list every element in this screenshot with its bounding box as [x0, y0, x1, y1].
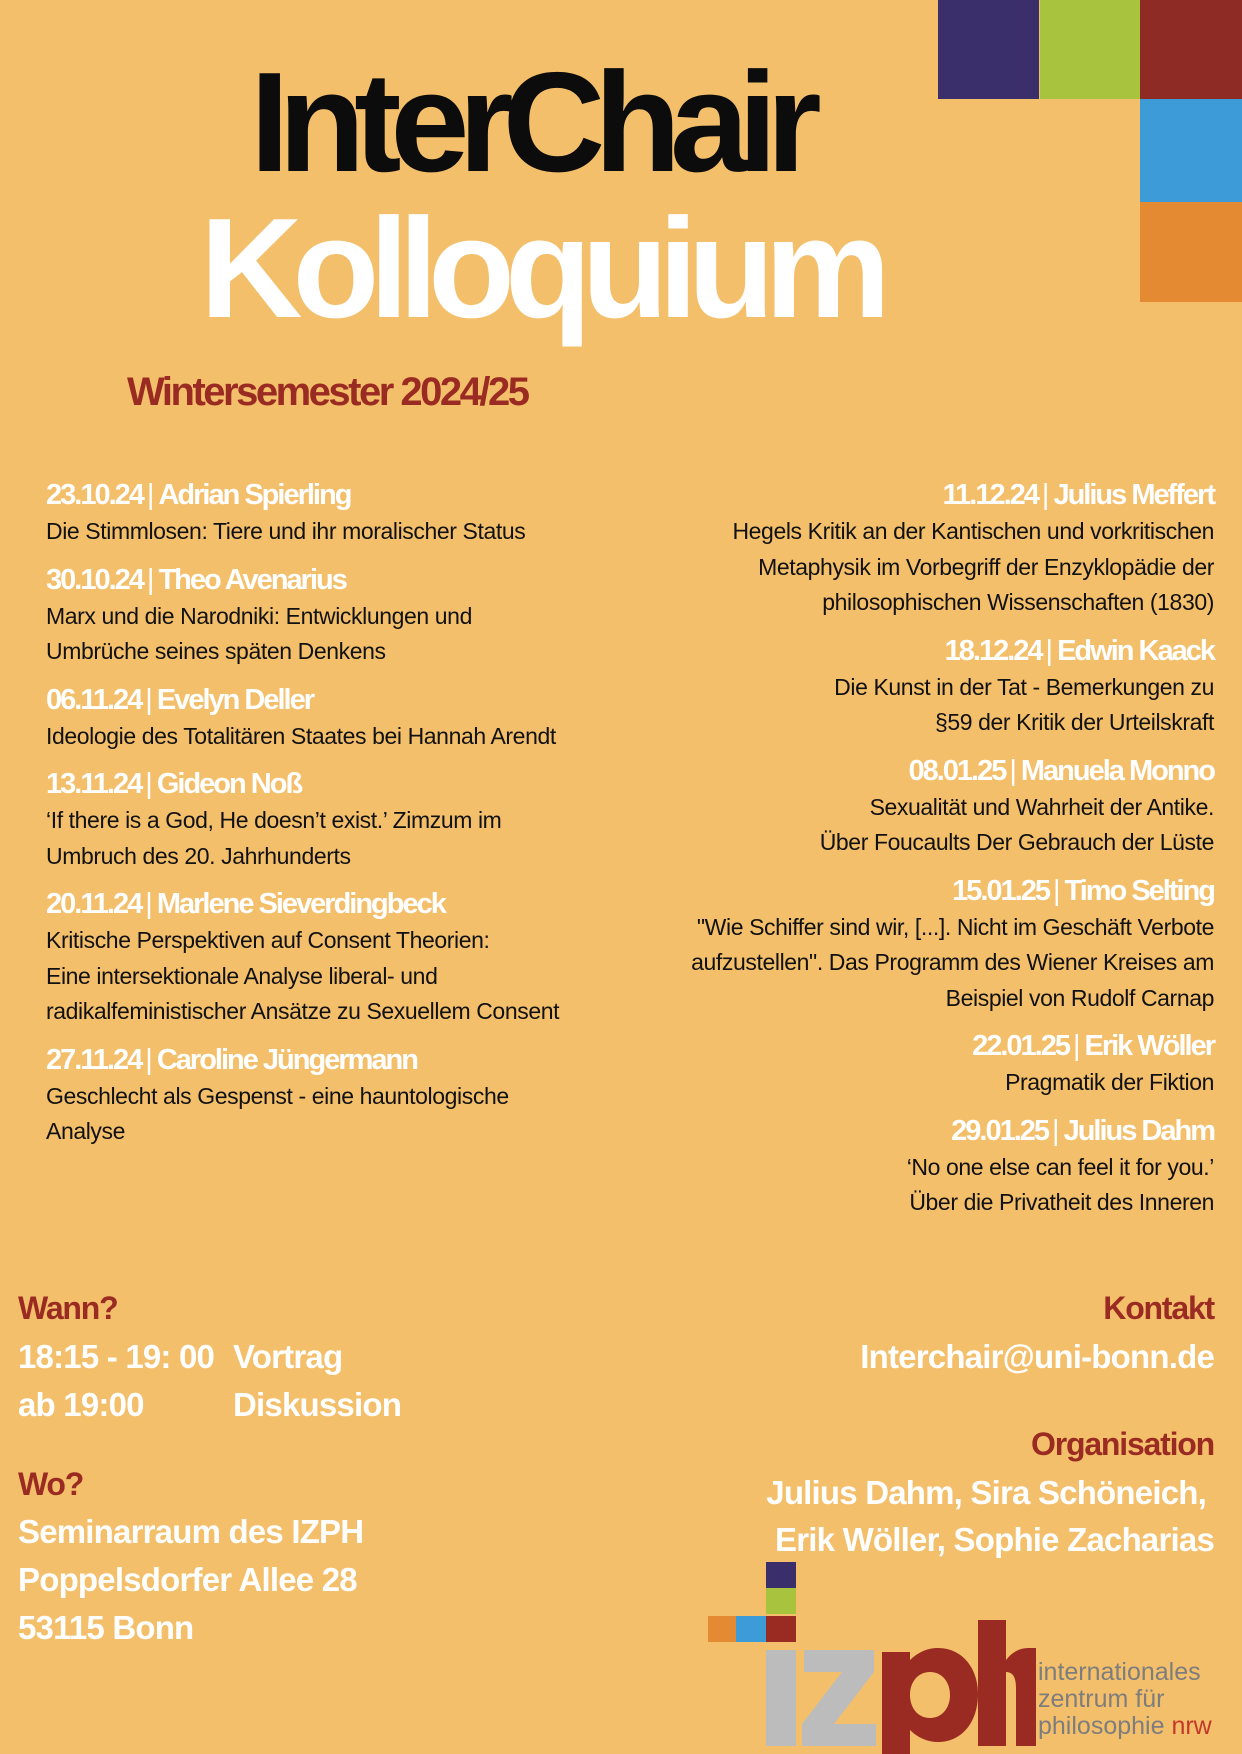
- separator: |: [1045, 634, 1054, 667]
- separator: |: [145, 768, 153, 800]
- separator: |: [145, 888, 153, 920]
- title-line1: InterChair: [250, 43, 811, 202]
- izph-logo: [706, 1560, 1242, 1754]
- location-city: 53115 Bonn: [18, 1609, 194, 1646]
- deco-square-red: [1140, 0, 1242, 99]
- talk-speaker: Erik Wöller: [1084, 1030, 1214, 1062]
- talk-header: [514, 1112, 1214, 1150]
- activity-lecture: Vortrag: [233, 1338, 343, 1375]
- deco-square-navy: [938, 0, 1039, 99]
- talk-title: ‘No one else can feel it for you.’ Über die Privatheit des Inneren: [906, 1153, 1214, 1215]
- deco-square-lime: [1040, 0, 1140, 99]
- talk-header: [514, 1027, 1214, 1065]
- separator: |: [1072, 1030, 1081, 1062]
- talk-title: Kritische Perspektiven auf Consent Theorien: Eine intersektionale Analyse liberal- und radikalfeministischer Ansätze zu Sexuellem Consent: [46, 927, 560, 1024]
- talk-item: [514, 752, 1214, 861]
- talk-title: "Wie Schiffer sind wir, [...]. Nicht im Geschäft Verbote aufzustellen". Das Programm des Wiener Kreises am Beispiel von Rudolf Carnap: [691, 913, 1214, 1011]
- talk-date: 20.11.24: [46, 888, 142, 920]
- location-room: Seminarraum des IZPH: [18, 1513, 364, 1550]
- talk-header: [514, 872, 1214, 910]
- separator: |: [146, 479, 155, 511]
- talk-header: [514, 632, 1214, 670]
- talk-title: ‘If there is a God, He doesn’t exist.’ Zimzum im Umbruch des 20. Jahrhunderts: [46, 807, 502, 869]
- talk-date: 27.11.24: [46, 1043, 142, 1076]
- time-lecture: 18:15 - 19: 00: [18, 1338, 215, 1375]
- organisers-line2: Erik Wöller, Sophie Zacharias: [775, 1521, 1214, 1558]
- contact-label: Kontakt: [1103, 1290, 1214, 1326]
- talk-speaker: Theo Avenarius: [158, 563, 346, 596]
- logo-line1: internationales: [1038, 1658, 1201, 1686]
- talk-title: Marx und die Narodniki: Entwicklungen und Umbrüche seines späten Denkens: [46, 602, 472, 664]
- talk-speaker: Adrian Spierling: [158, 479, 351, 511]
- talk-speaker: Julius Meffert: [1053, 479, 1214, 511]
- talk-date: 06.11.24: [46, 683, 142, 716]
- talk-item: [514, 632, 1214, 741]
- talk-item: [514, 872, 1214, 1017]
- talk-date: 11.12.24: [942, 479, 1038, 511]
- talk-item: [514, 1112, 1214, 1221]
- title-line2: Kolloquium: [200, 189, 881, 348]
- talk-header: [514, 752, 1214, 790]
- separator: |: [1052, 874, 1061, 907]
- location-street: Poppelsdorfer Allee 28: [18, 1561, 357, 1598]
- talk-speaker: Marlene Sieverdingbeck: [156, 888, 445, 920]
- talk-date: 30.10.24: [46, 563, 143, 596]
- logo-line3: [1038, 1714, 1212, 1739]
- separator: |: [145, 683, 153, 716]
- separator: |: [1009, 754, 1017, 787]
- talk-speaker: Evelyn Deller: [156, 683, 313, 716]
- deco-square-orange: [1140, 202, 1242, 302]
- talk-header: [514, 476, 1214, 514]
- talk-speaker: Gideon Noß: [156, 768, 302, 800]
- separator: |: [145, 1043, 153, 1076]
- semester-subtitle: Wintersemester 2024/25: [127, 370, 528, 414]
- talks-right-column: [514, 476, 1214, 1232]
- logo-line3-text: philosophie: [1038, 1712, 1165, 1740]
- talk-date: 29.01.25: [951, 1114, 1049, 1147]
- talk-speaker: Edwin Kaack: [1057, 634, 1214, 667]
- organisation-label: Organisation: [1031, 1426, 1214, 1462]
- izph-wordmark: [706, 1560, 1036, 1754]
- talk-title: Die Kunst in der Tat - Bemerkungen zu §59 der Kritik der Urteilskraft: [834, 673, 1214, 735]
- talk-date: 18.12.24: [944, 634, 1042, 667]
- talk-speaker: Manuela Monno: [1020, 754, 1214, 787]
- deco-square-blue: [1140, 99, 1242, 202]
- when-label: Wann?: [18, 1290, 118, 1326]
- separator: |: [1052, 1114, 1060, 1147]
- logo-nrw: nrw: [1171, 1712, 1212, 1740]
- separator: |: [1041, 479, 1050, 511]
- talk-title: Hegels Kritik an der Kantischen und vorkritischen Metaphysik im Vorbegriff der Enzyklopädie der philosophischen Wissenschaften (1830): [732, 518, 1214, 615]
- talk-date: 08.01.25: [908, 754, 1006, 787]
- talk-speaker: Julius Dahm: [1063, 1114, 1214, 1147]
- talk-date: 15.01.25: [952, 874, 1049, 907]
- talk-title: Geschlecht als Gespenst - eine hauntologische Analyse: [46, 1082, 509, 1144]
- talk-item: [514, 476, 1214, 621]
- talk-date: 23.10.24: [46, 479, 143, 511]
- contact-email[interactable]: Interchair@uni-bonn.de: [860, 1338, 1214, 1375]
- logo-line2: zentrum für: [1038, 1685, 1165, 1713]
- activity-discussion: Diskussion: [233, 1386, 402, 1423]
- time-discussion: ab 19:00: [18, 1386, 144, 1423]
- talk-date: 22.01.25: [972, 1030, 1069, 1062]
- talk-speaker: Timo Selting: [1064, 874, 1214, 907]
- organisers-line1: Julius Dahm, Sira Schöneich,: [766, 1474, 1206, 1511]
- talk-item: [514, 1027, 1214, 1101]
- talk-speaker: Caroline Jüngermann: [156, 1043, 417, 1076]
- talk-title: Sexualität und Wahrheit der Antike. Über Foucaults Der Gebrauch der Lüste: [819, 793, 1214, 855]
- talk-title: Pragmatik der Fiktion: [1005, 1069, 1214, 1095]
- talk-title: Die Stimmlosen: Tiere und ihr moralischer Status: [46, 518, 526, 544]
- where-label: Wo?: [18, 1466, 84, 1502]
- separator: |: [146, 563, 155, 596]
- talk-title: Ideologie des Totalitären Staates bei Hannah Arendt: [46, 722, 556, 749]
- talk-date: 13.11.24: [46, 768, 142, 800]
